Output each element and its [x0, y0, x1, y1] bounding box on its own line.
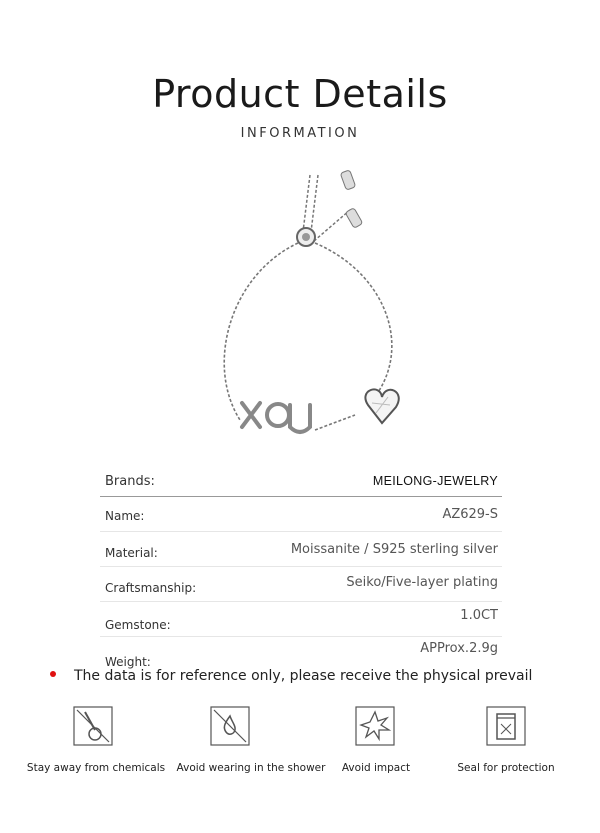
care-label: Stay away from chemicals: [26, 762, 166, 774]
no-shower-icon: [210, 706, 250, 746]
spec-table: [100, 462, 502, 671]
page-title: Product Details: [152, 72, 448, 116]
no-chemicals-icon: [73, 706, 113, 746]
spec-row-weight: [100, 637, 502, 671]
spec-value: Seiko/Five-layer plating: [346, 575, 498, 590]
spec-row-material: [100, 532, 502, 567]
spec-row-gemstone: [100, 602, 502, 637]
spec-value: MEILONG-JEWELRY: [372, 474, 498, 488]
spec-value: Moissanite / S925 sterling silver: [290, 542, 498, 557]
spec-label: Craftsmanship:: [105, 581, 197, 595]
spec-label: Material:: [105, 546, 158, 560]
care-label: Seal for protection: [457, 762, 555, 774]
care-icons: [0, 700, 600, 790]
bullet-dot-icon: [50, 671, 56, 677]
spec-label: Weight:: [105, 655, 151, 669]
spec-value: APProx.2.9g: [420, 641, 498, 656]
spec-row-craftsmanship: [100, 567, 502, 602]
spec-label: Brands:: [105, 474, 155, 489]
sealed-bag-icon: [486, 706, 526, 746]
care-label: Avoid impact: [341, 762, 411, 774]
spec-value: 1.0CT: [460, 608, 498, 623]
spec-label: Gemstone:: [105, 618, 171, 632]
bracelet-image: [190, 165, 430, 465]
spec-row-brands: [100, 462, 502, 497]
disclaimer-note: [50, 668, 570, 684]
page-subtitle: INFORMATION: [240, 126, 360, 141]
disclaimer-text: The data is for reference only, please receive the physical prevail: [74, 668, 533, 684]
care-label: Avoid wearing in the shower: [176, 762, 326, 774]
impact-icon: [355, 706, 395, 746]
spec-value: AZ629-S: [442, 507, 498, 522]
spec-row-name: [100, 497, 502, 532]
spec-label: Name:: [105, 509, 145, 523]
